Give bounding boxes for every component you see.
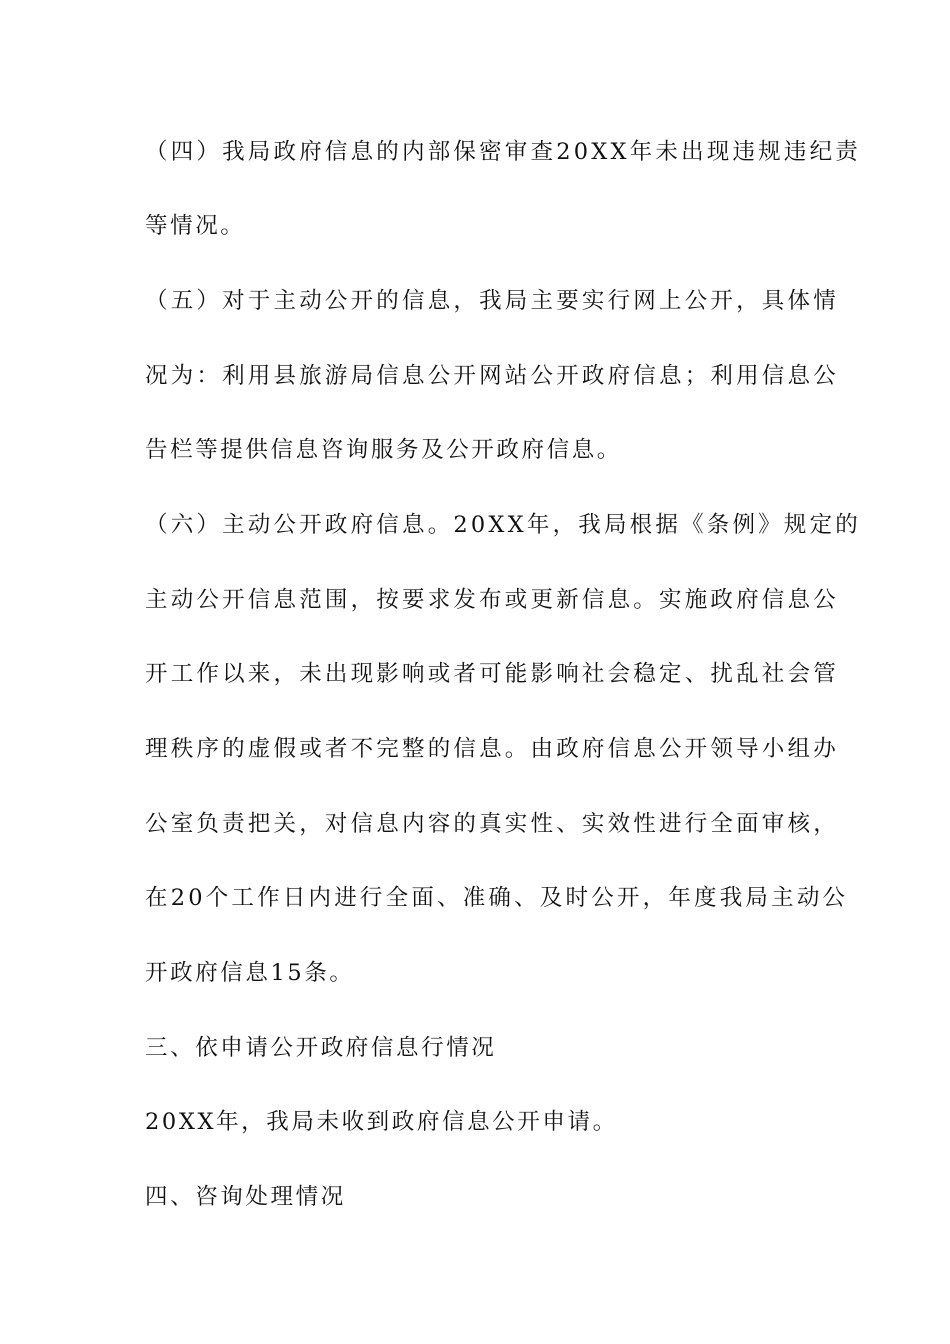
paragraph-6-line-2: 主动公开信息范围，按要求发布或更新信息。实施政府信息公 <box>145 587 839 613</box>
paragraph-6-line-5: 公室负责把关，对信息内容的真实性、实效性进行全面审核， <box>145 811 839 837</box>
paragraph-6-line-7: 开政府信息15条。 <box>145 960 355 986</box>
section-3-heading: 三、依申请公开政府信息行情况 <box>145 1035 497 1061</box>
section-3-paragraph: 20XX年，我局未收到政府信息公开申请。 <box>145 1109 618 1135</box>
section-4-heading: 四、咨询处理情况 <box>145 1184 346 1210</box>
paragraph-5-line-3: 告栏等提供信息咨询服务及公开政府信息。 <box>145 437 622 463</box>
paragraph-4-line-1: （四）我局政府信息的内部保密审查20XX年未出现违规违纪责 <box>145 139 861 165</box>
paragraph-6-line-3: 开工作以来，未出现影响或者可能影响社会稳定、扰乱社会管 <box>145 661 839 687</box>
paragraph-6-line-1: （六）主动公开政府信息。20XX年，我局根据《条例》规定的 <box>145 512 861 538</box>
paragraph-4-line-2: 等情况。 <box>145 213 246 239</box>
paragraph-5-line-1: （五）对于主动公开的信息，我局主要实行网上公开，具体情 <box>145 288 839 314</box>
paragraph-6-line-6: 在20个工作日内进行全面、准确、及时公开，年度我局主动公 <box>145 885 849 911</box>
paragraph-6-line-4: 理秩序的虚假或者不完整的信息。由政府信息公开领导小组办 <box>145 736 839 762</box>
paragraph-5-line-2: 况为：利用县旅游局信息公开网站公开政府信息；利用信息公 <box>145 363 839 389</box>
